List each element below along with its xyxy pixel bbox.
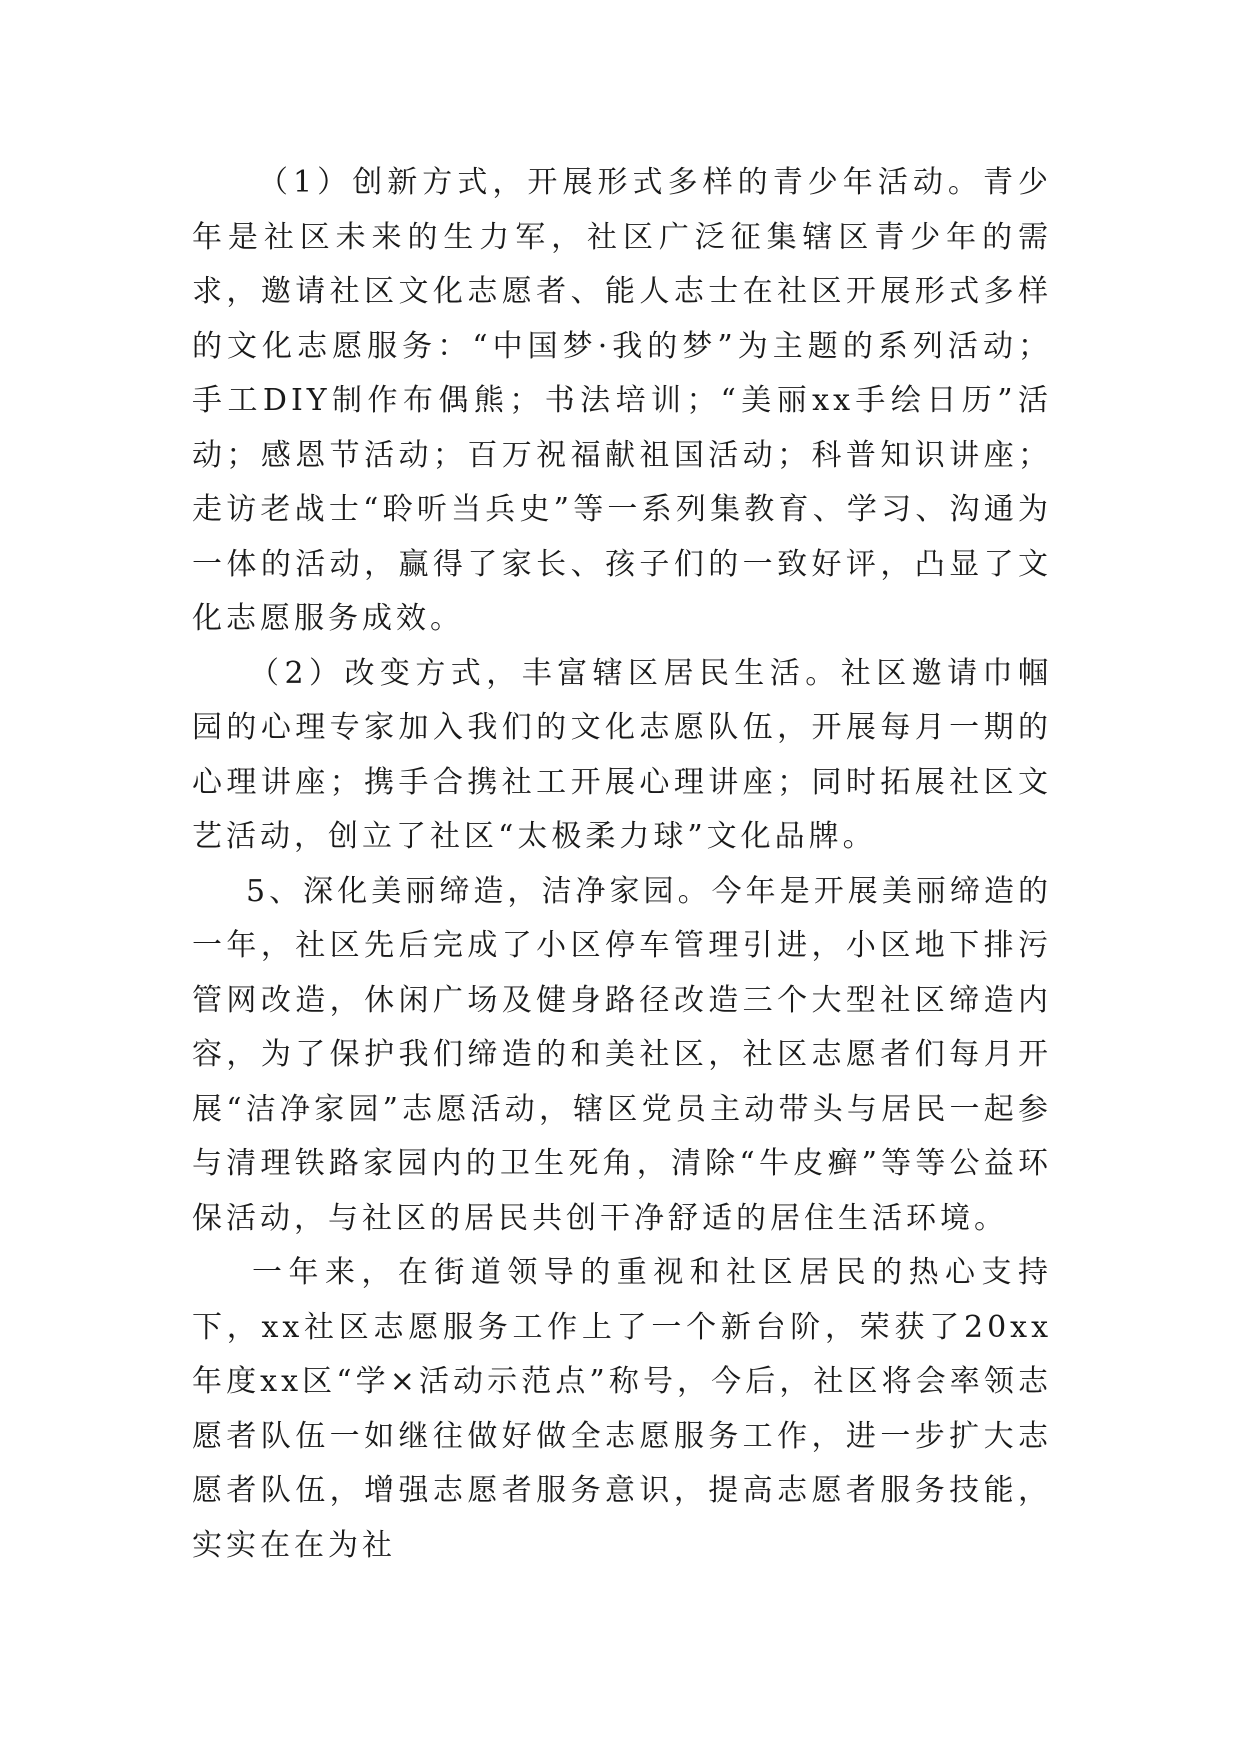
paragraph-resident-life: （2）改变方式，丰富辖区居民生活。社区邀请巾帼园的心理专家加入我们的文化志愿队伍，开展每月一期的心理讲座；携手合携社工开展心理讲座；同时拓展社区文艺活动，创立了社区“太极柔力球”文化品牌。 xyxy=(192,655,1052,854)
paragraph-beautiful-home: 5、深化美丽缔造，洁净家园。今年是开展美丽缔造的一年，社区先后完成了小区停车管理引进，小区地下排污管网改造，休闲广场及健身路径改造三个大型社区缔造内容，为了保护我们缔造的和美社区，社区志愿者们每月开展“洁净家园”志愿活动，辖区党员主动带头与居民一起参与清理铁路家园内的卫生死角，清除“牛皮癣”等等公益环保活动，与社区的居民共创干净舒适的居住生活环境。 xyxy=(192,873,1052,1236)
paragraph-youth-activities: （1）创新方式，开展形式多样的青少年活动。青少年是社区未来的生力军，社区广泛征集辖区青少年的需求，邀请社区文化志愿者、能人志士在社区开展形式多样的文化志愿服务：“中国梦·我的梦”为主题的系列活动；手工DIY制作布偶熊；书法培训；“美丽xx手绘日历”活动；感恩节活动；百万祝福献祖国活动；科普知识讲座；走访老战士“聆听当兵史”等一系列集教育、学习、沟通为一体的活动，赢得了家长、孩子们的一致好评，凸显了文化志愿服务成效。 xyxy=(192,165,1052,636)
document-body xyxy=(192,156,1052,1573)
paragraph-annual-summary: 一年来，在街道领导的重视和社区居民的热心支持下，xx社区志愿服务工作上了一个新台阶，荣获了20xx年度xx区“学×活动示范点”称号，今后，社区将会率领志愿者队伍一如继往做好做全志愿服务工作，进一步扩大志愿者队伍，增强志愿者服务意识，提高志愿者服务技能，实实在在为社 xyxy=(192,1255,1052,1563)
